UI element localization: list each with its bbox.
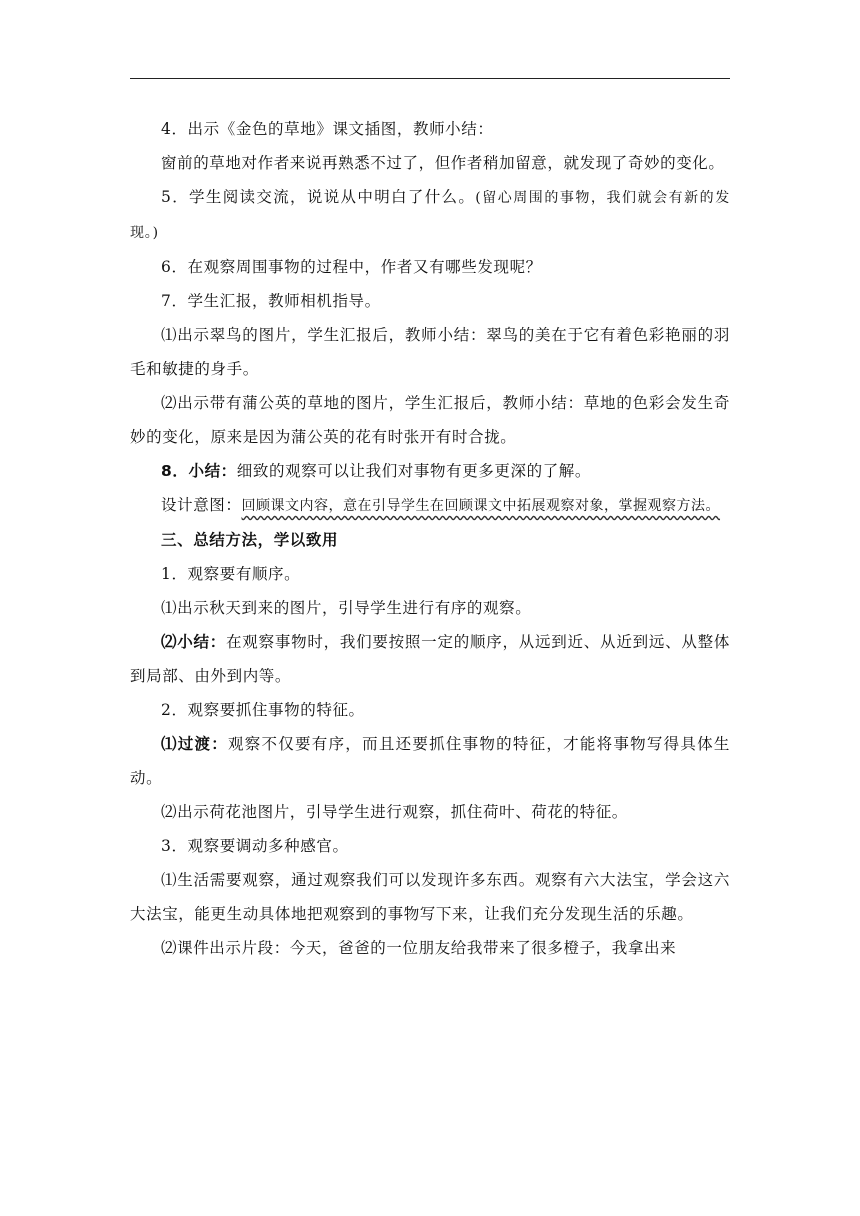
- paragraph-step-4: 4．出示《金色的草地》课文插图，教师小结：: [161, 120, 494, 138]
- step-5-note: (留心周围的事物，我们就会有新的发现。): [130, 190, 730, 241]
- paragraph-step-6: 6．在观察周围事物的过程中，作者又有哪些发现呢？: [161, 258, 542, 276]
- step-8-text: 细致的观察可以让我们对事物有更多更深的了解。: [236, 462, 591, 480]
- paragraph-features: 2．观察要抓住事物的特征。: [161, 701, 365, 719]
- paragraph-order-summary: [130, 625, 730, 693]
- header-rule: [130, 78, 730, 79]
- section-heading-3: 三、总结方法，学以致用: [161, 531, 339, 549]
- paragraph-dandelion: ⑵出示带有蒲公英的草地的图片，学生汇报后，教师小结：草地的色彩会发生奇妙的变化，原来是因为蒲公英的花有时张开有时合拢。: [130, 394, 730, 446]
- order-summary-text: 在观察事物时，我们要按照一定的顺序，从远到近、从近到远、从整体到局部、由外到内等。: [130, 633, 730, 685]
- paragraph-order: 1．观察要有顺序。: [161, 565, 301, 583]
- paragraph-oranges: ⑵课件出示片段：今天，爸爸的一位朋友给我带来了很多橙子，我拿出来: [161, 939, 677, 957]
- order-summary-label: ⑵小结：: [161, 633, 227, 651]
- paragraph-transition: [130, 727, 730, 795]
- paragraph-kingfisher: ⑴出示翠鸟的图片，学生汇报后，教师小结：翠鸟的美在于它有着色彩艳丽的羽毛和敏捷的身手。: [130, 326, 730, 378]
- step-8-label: 8．小结：: [161, 462, 237, 480]
- paragraph-step-7: 7．学生汇报，教师相机指导。: [161, 292, 381, 310]
- transition-label: ⑴过渡：: [161, 735, 229, 753]
- paragraph-lotus: ⑵出示荷花池图片，引导学生进行观察，抓住荷叶、荷花的特征。: [161, 803, 628, 821]
- paragraph-senses: 3．观察要调动多种感官。: [161, 837, 349, 855]
- document-body: [130, 112, 730, 965]
- paragraph-autumn: ⑴出示秋天到来的图片，引导学生进行有序的观察。: [161, 599, 532, 617]
- paragraph-six-treasures: ⑴生活需要观察，通过观察我们可以发现许多东西。观察有六大法宝，学会这六大法宝，能更生动具体地把观察到的事物写下来，让我们充分发现生活的乐趣。: [130, 871, 730, 923]
- paragraph-summary-grass: 窗前的草地对作者来说再熟悉不过了，但作者稍加留意，就发现了奇妙的变化。: [161, 154, 725, 172]
- transition-text: 观察不仅要有序，而且还要抓住事物的特征，才能将事物写得具体生动。: [130, 735, 730, 787]
- paragraph-step-8: [130, 454, 730, 488]
- paragraph-step-5: [130, 180, 730, 250]
- design-intent-text: 回顾课文内容，意在引导学生在回顾课文中拓展观察对象，掌握观察方法。: [241, 498, 721, 514]
- design-intent-label: 设计意图：: [161, 496, 242, 514]
- step-5-text: 5．学生阅读交流，说说从中明白了什么。: [161, 188, 476, 206]
- paragraph-design-intent: [130, 488, 730, 523]
